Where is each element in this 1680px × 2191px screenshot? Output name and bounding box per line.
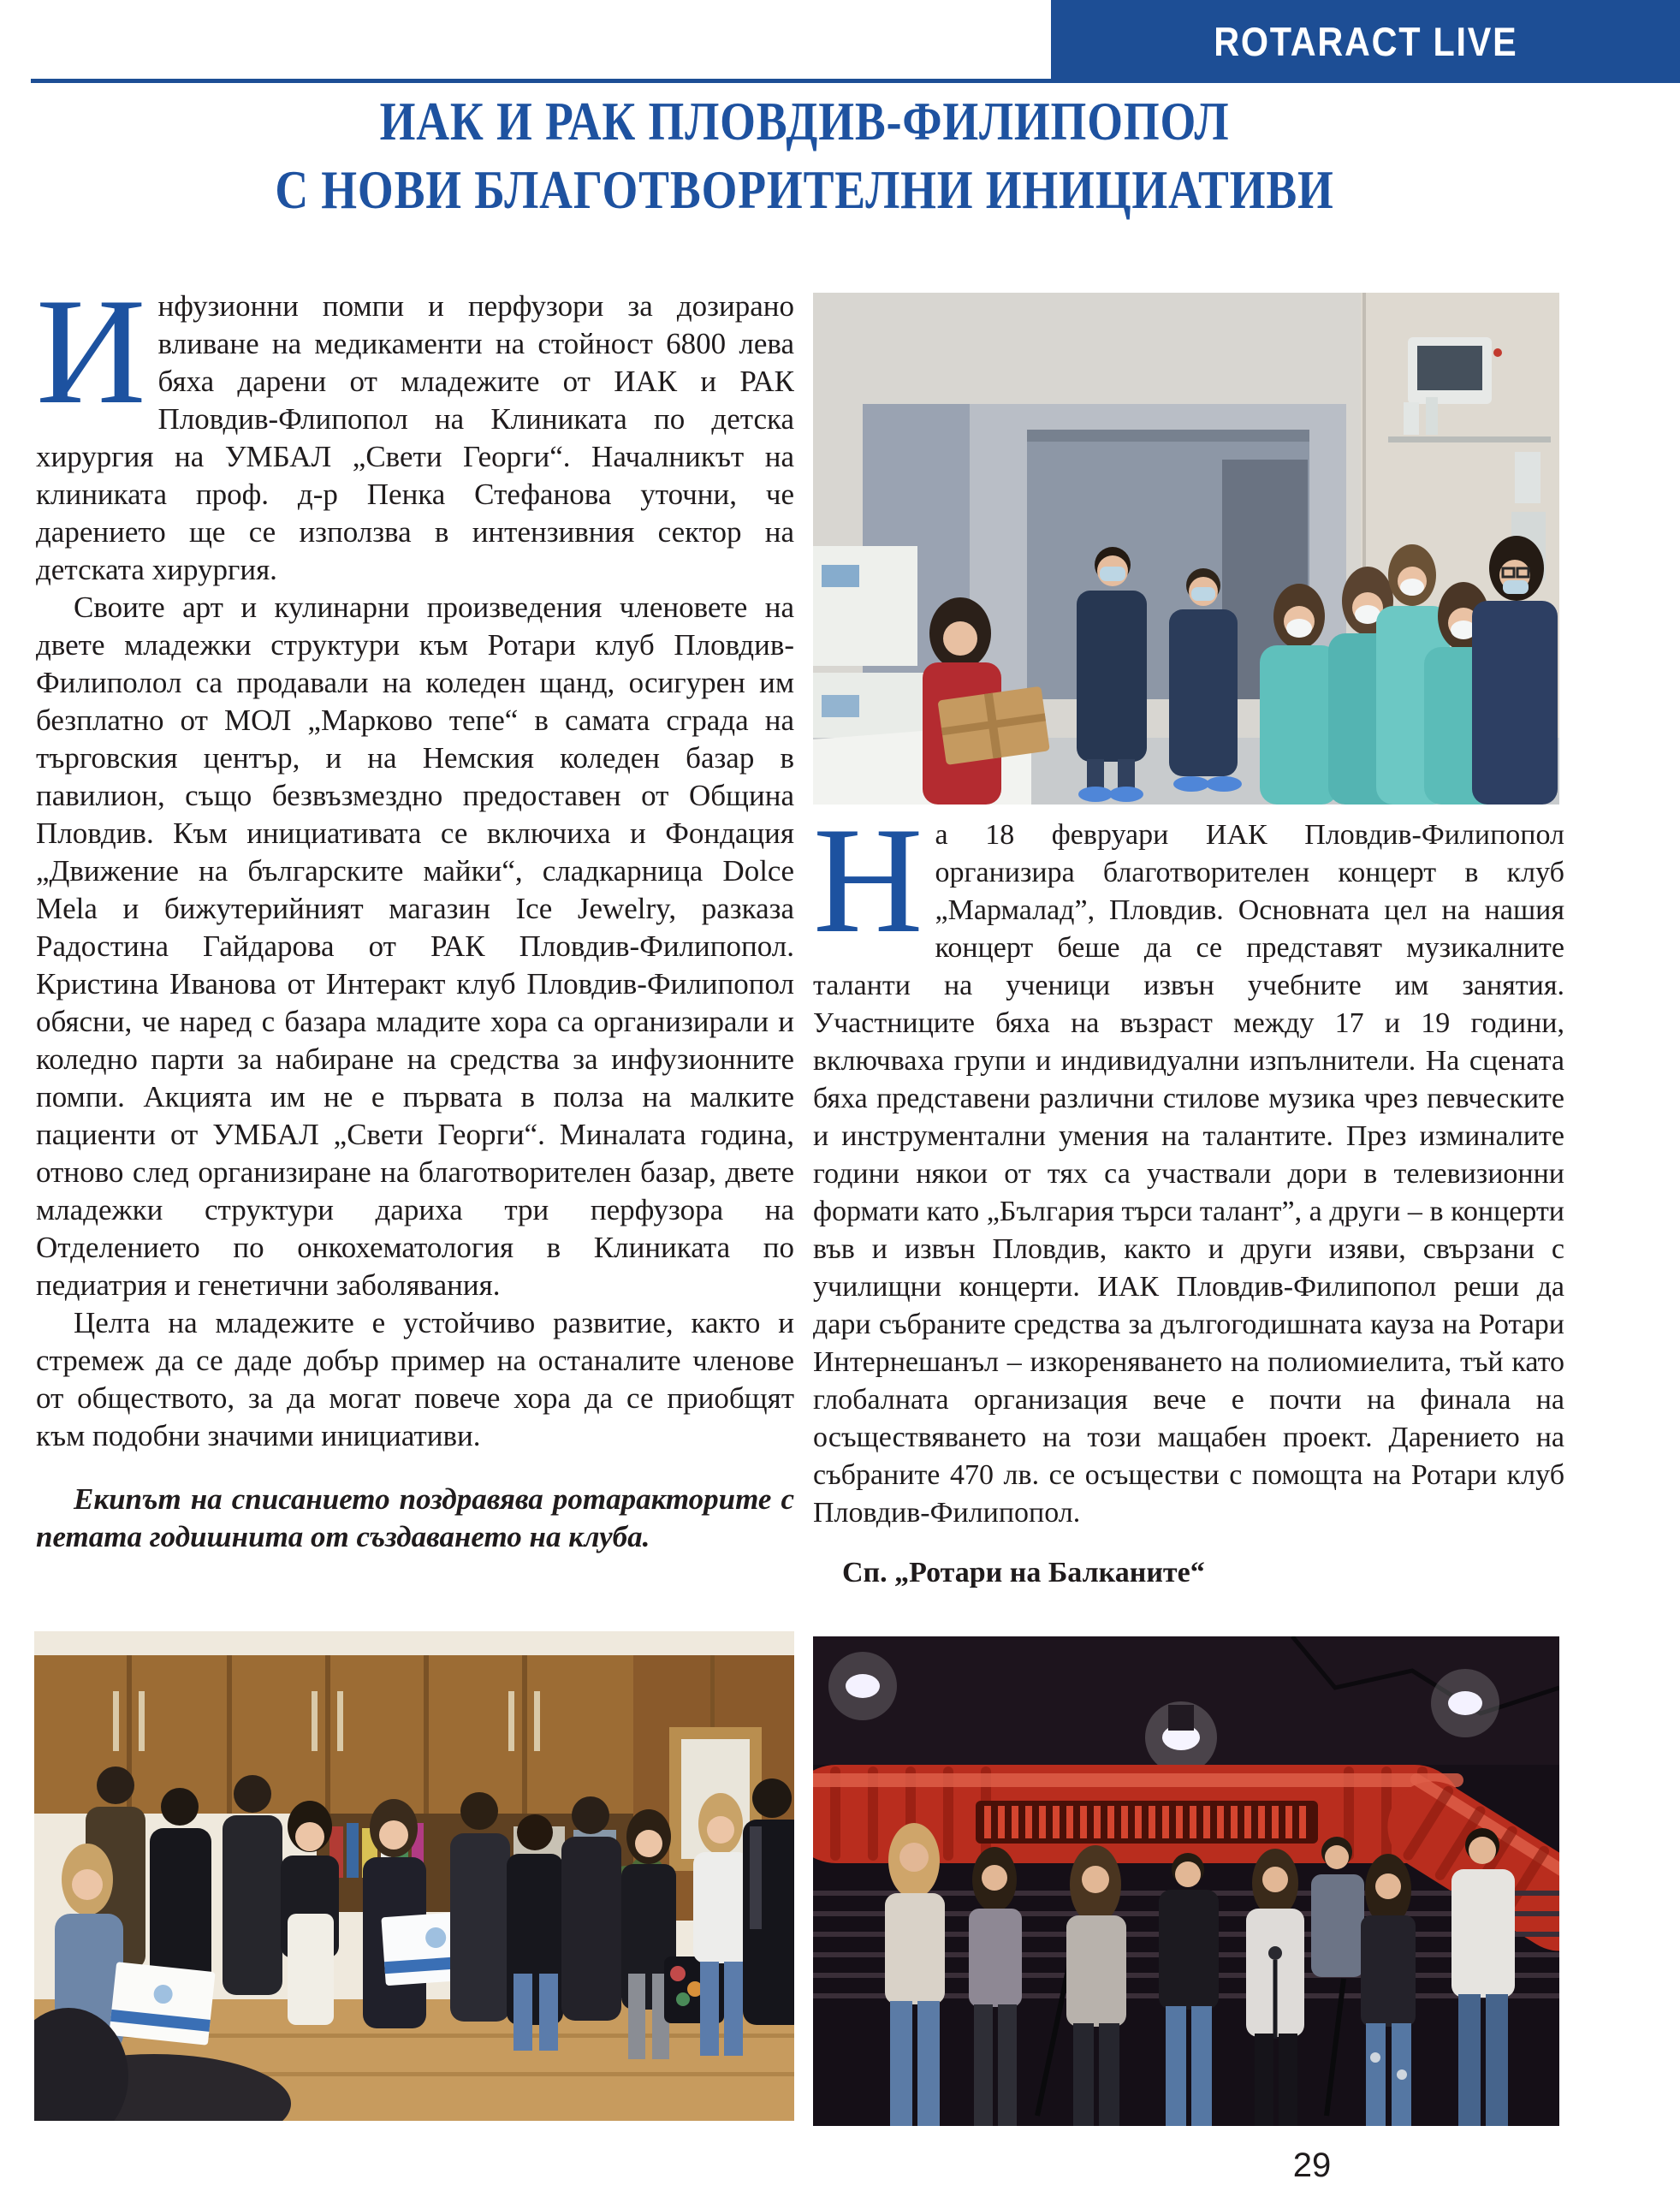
article-title-line2: С НОВИ БЛАГОТВОРИТЕЛНИ ИНИЦИАТИВИ	[275, 159, 1334, 220]
left-text-column	[36, 288, 794, 1619]
photo-group-donation-boxes	[34, 1631, 794, 2121]
paragraph	[813, 816, 1564, 1532]
article-title	[34, 87, 1575, 224]
paragraph	[36, 288, 794, 589]
photo-hospital-donation	[813, 293, 1559, 805]
page-number: 29	[1292, 2146, 1332, 2184]
header-bar	[1051, 0, 1680, 82]
header-rule	[31, 79, 1680, 83]
section-label: ROTARACT LIVE	[1213, 18, 1518, 64]
photo-charity-concert	[813, 1636, 1559, 2126]
paragraph: Своите арт и кулинарни произведения членовете на двете младежки структури към Ротари клуб Пловдив-Филиполол са продавали на коледен щанд, осигурен им безплатно от МОЛ „Марково тепе“ в самата сграда на търговския център, и на Немския коледен базар в павилион, също безвъзмездно предоставен от Община Пловдив. Към инициативата се включиха и Фондация „Движение на българските майки“, сладкарница Dolce Mela и бижутерийният магазин Ice Jewelry, разказа Радостина Гайдарова от РАК Пловдив-Филипопол. Кристина Иванова от Интеракт клуб Пловдив-Филипопол обясни, че наред с базара младите хора са организирали и коледно парти за набиране на средства за инфузионните помпи. Акцията им не е първата в полза на малките пациенти от УМБАЛ „Свети Георги“. Миналата година, отново след организиране на благотворителен базар, двете младежки структури дариха три перфузора на Отделението по онкохематология в Клиниката по педиатрия и генетични заболявания.	[36, 591, 794, 1302]
paragraph: Целта на младежите е устойчиво развитие, както и стремеж да се даде добър пример на останалите членове от обществото, за да могат повече хора да се приобщят към подобни значими инициативи.	[36, 1306, 794, 1452]
drop-cap: И	[36, 288, 146, 436]
right-text-column	[813, 816, 1564, 1628]
paragraph-text: а 18 февруари ИАК Пловдив-Филипопол организира благотворителен концерт в клуб „Мармалад”, Пловдив. Основната цел на нашия концерт беше да се представят музикалните таланти на ученици извън учебните им занятия. Участниците бяха на възраст между 17 и 19 години, включваха групи и индивидуални изпълнители. На сцената бяха представени различни стилове музика чрез певческите и инструментални умения на талантите. През изминалите години някои от тях са участвали дори в телевизионни формати като „България търси талант”, а други – в концерти във и извън Пловдив, както и други изяви, свързани с училищни концерти. ИАК Пловдив-Филипопол реши да дари събраните средства за дългогодишната кауза на Ротари Интернешанъл – изкореняването на полиомиелита, тъй като глобалната организация вече е почти на финала на осъществяването на този мащабен проект. Дарението на събраните 470 лв. се осъществи с помощта на Ротари клуб Пловдив-Филипопол.	[813, 819, 1564, 1529]
paragraph-text: нфузионни помпи и перфузори за дозирано вливане на медикаменти на стойност 6800 лева бяха дарени от младежите от ИАК и РАК Пловдив-Флипопол на Клиниката по детска хирургия на УМБАЛ „Свети Георги“. Началникът на клиниката проф. д-р Пенка Стефанова уточни, че дарението ще се използва в интензивния сектор на детската хирургия.	[36, 289, 794, 586]
source-credit: Сп. „Ротари на Балканите“	[842, 1557, 1205, 1588]
article-title-line1: ИАК И РАК ПЛОВДИВ-ФИЛИПОПОЛ	[379, 91, 1230, 151]
drop-cap: Н	[813, 816, 923, 965]
editorial-note: Екипът на списанието поздравява ротаракторите с петата годишнита от създаването на клуба.	[36, 1482, 794, 1553]
